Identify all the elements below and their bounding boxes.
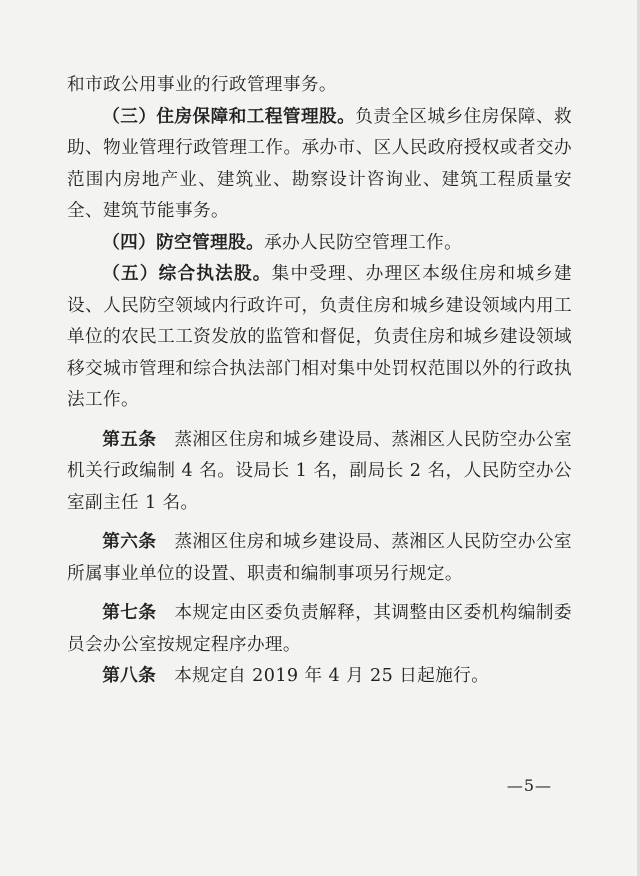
article-text: 本规定自 2019 年 4 月 25 日起施行。 bbox=[156, 666, 490, 686]
paragraph-text: 负责全区城乡住房保障、救助、物业管理行政管理工作。承办市、区人民政府授权或者交办范围内房地产业、建筑业、勘察设计咨询业、建筑工程质量安全、建筑节能事务。 bbox=[67, 106, 572, 221]
paragraph-text: 和市政公用事业的行政管理事务。 bbox=[67, 75, 337, 95]
article-5 bbox=[67, 425, 572, 520]
paragraph-law-enforcement bbox=[67, 259, 572, 417]
article-text: 蒸湘区住房和城乡建设局、蒸湘区人民防空办公室机关行政编制 4 名。设局长 1 名，副局长 2 名，人民防空办公室副主任 1 名。 bbox=[67, 429, 572, 513]
article-text: 蒸湘区住房和城乡建设局、蒸湘区人民防空办公室所属事业单位的设置、职责和编制事项另行规定。 bbox=[67, 532, 572, 584]
page-number: —5— bbox=[506, 776, 552, 795]
paragraph-air-defense bbox=[67, 228, 572, 260]
article-heading: 第七条 bbox=[102, 603, 157, 623]
article-heading: 第八条 bbox=[102, 666, 157, 686]
paragraph-heading: （三）住房保障和工程管理股。 bbox=[102, 106, 356, 127]
article-heading: 第六条 bbox=[102, 532, 157, 552]
paragraph-text: 承办人民防空管理工作。 bbox=[264, 232, 463, 253]
paragraph-continuation bbox=[67, 70, 572, 102]
paragraph-heading: （四）防空管理股。 bbox=[102, 232, 265, 253]
paragraph-heading: （五）综合执法股。 bbox=[102, 264, 272, 284]
article-text: 本规定由区委负责解释，其调整由区委机构编制委员会办公室按规定程序办理。 bbox=[67, 603, 572, 655]
article-7 bbox=[67, 598, 572, 661]
document-body bbox=[67, 70, 572, 693]
article-8 bbox=[67, 661, 572, 693]
paragraph-housing-engineering bbox=[67, 102, 572, 228]
article-6 bbox=[67, 527, 572, 590]
article-heading: 第五条 bbox=[102, 429, 157, 450]
paragraph-text: 集中受理、办理区本级住房和城乡建设、人民防空领域内行政许可，负责住房和城乡建设领域内用工单位的农民工工资发放的监管和督促，负责住房和城乡建设领域移交城市管理和综合执法部门相对集中处罚权范围以外的行政执法工作。 bbox=[67, 264, 572, 410]
